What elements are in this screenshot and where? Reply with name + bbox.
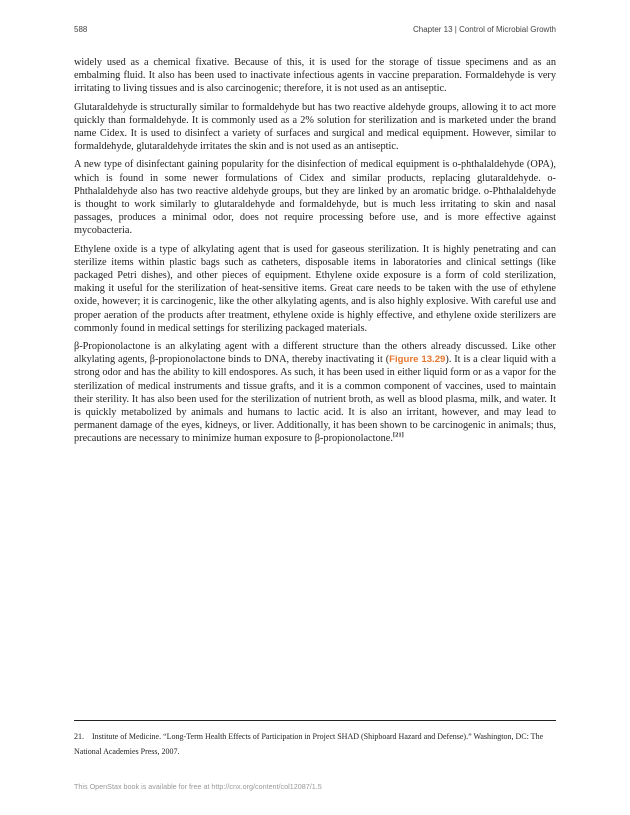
footnote-divider — [74, 720, 556, 721]
paragraph-glutaraldehyde: Glutaraldehyde is structurally similar to formaldehyde but has two reactive aldehyde groups, allowing it to act more quickly than formaldehyde. It is commonly used as a 2% solution for sterilization and is marketed under the brand name Cidex. It is used to disinfect a variety of surfaces and surgical and medical equipment. However, similar to formaldehyde, glutaraldehyde irritates the skin and is not used as an antiseptic. — [74, 101, 556, 153]
footnote-number: 21. — [74, 732, 84, 741]
paragraph-text-start: β-Propionolactone is an alkylating agent with a different structure than the others already discussed. Like other alkylating agents, β-propionolactone binds to DNA, thereby inactivating it ( — [74, 341, 556, 366]
footnote-text: Institute of Medicine. “Long-Term Health Effects of Participation in Project SHAD (Shipboard Hazard and Defense).” Washington, DC: The National Academies Press, 2007. — [74, 732, 544, 756]
chapter-title: Chapter 13 | Control of Microbial Growth — [412, 25, 556, 34]
footnote — [74, 729, 556, 759]
page-footer: This OpenStax book is available for free at http://cnx.org/content/col12087/1.5 — [74, 782, 322, 791]
page-number: 588 — [74, 25, 88, 34]
paragraph-ophthalaldehyde: A new type of disinfectant gaining popularity for the disinfection of medical equipment is o-phthalaldehyde (OPA), which is found in some newer formulations of Cidex and similar products, replacing glutaraldehyde. o-Phthalaldehyde also has two reactive aldehyde groups, but they are linked by an aromatic bridge. o-Phthalaldehyde is thought to work similarly to glutaraldehyde and formaldehyde, but is much less irritating to skin and nasal passages, produces a minimal odor, does not require processing before use, and is more effective against mycobacteria. — [74, 159, 556, 237]
body-text — [74, 56, 556, 451]
figure-link[interactable]: Figure 13.29 — [389, 354, 446, 366]
paragraph-ethylene-oxide: Ethylene oxide is a type of alkylating agent that is used for gaseous sterilization. It is highly penetrating and can sterilize items within plastic bags such as catheters, disposable items in laboratories and clinical settings (like packaged Petri dishes), and other pieces of equipment. Ethylene oxide exposure is a form of cold sterilization, making it useful for the sterilization of heat-sensitive items. Great care needs to be taken with the use of ethylene oxide, however; it is carcinogenic, like the other alkylating agents, and is also highly explosive. With careful use and proper aeration of the products after treatment, ethylene oxide is highly effective, and ethylene oxide sterilizers are commonly found in medical settings for sterilizing packaged materials. — [74, 243, 556, 334]
paragraph-propionolactone — [74, 340, 556, 446]
paragraph-formaldehyde: widely used as a chemical fixative. Because of this, it is used for the storage of tissue specimens and as an embalming fluid. It also has been used to inactivate infectious agents in vaccine preparation. Formaldehyde is very irritating to living tissues and is also carcinogenic; therefore, it is not used as an antiseptic. — [74, 57, 556, 95]
paragraph-text-end: ). It is a clear liquid with a strong odor and has the ability to kill endospores. As such, it has been used in either liquid form or as a vapor for the sterilization of medical instruments and tissue grafts, and it is a common component of vaccines, used to maintain their sterility. It has also been used for the sterilization of nutrient broth, as well as blood plasma, milk, and water. It is quickly metabolized by animals and humans to lactic acid. It is also an irritant, however, and may lead to permanent damage of the eyes, kidneys, or liver. Additionally, it has been shown to be carcinogenic in animals; thus, precautions are necessary to minimize human exposure to β-propionolactone. — [74, 354, 556, 445]
footnote-reference[interactable]: [21] — [392, 432, 404, 440]
